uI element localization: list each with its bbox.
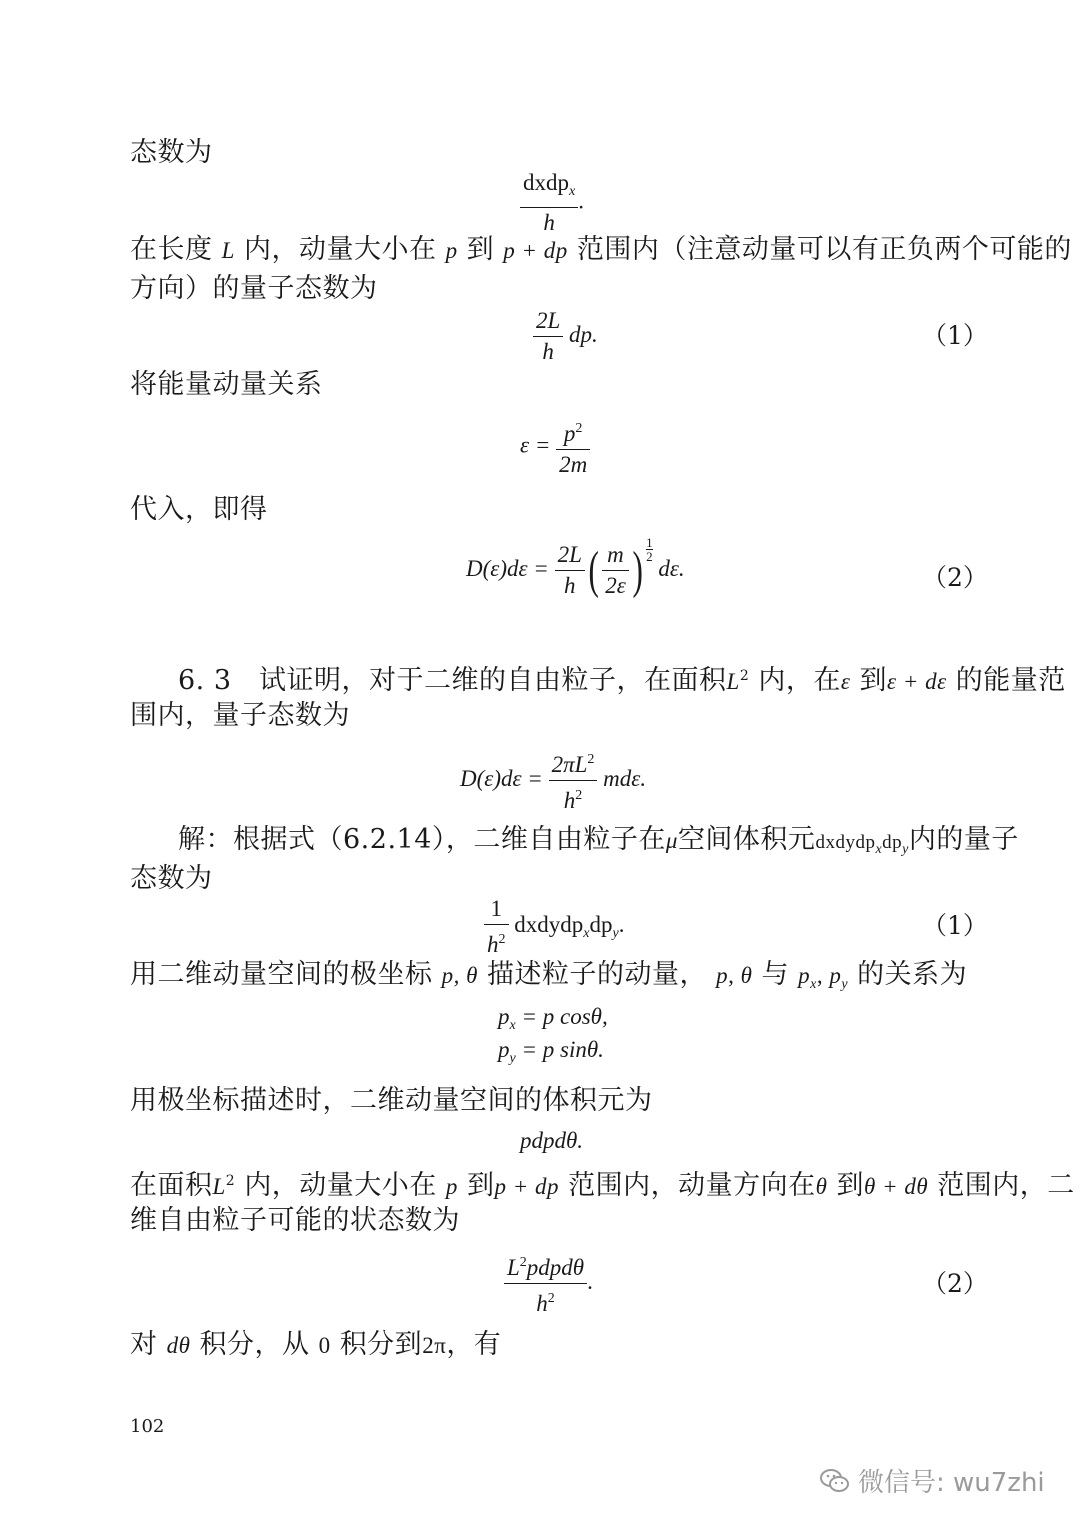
equation-density-1d: D(ε)dε = $\frac{2L}{h}$ ( $\frac{m}{2\varepsilon}$ ) $\frac{1}{2}$ dε. bbox=[466, 535, 685, 599]
equation-energy-momentum: ε = $\frac{p^2}{2m}$ bbox=[520, 414, 590, 480]
paragraph-problem-6-3: 6. 3 试证明，对于二维的自由粒子，在面积$L^2$ 内，在ε 到ε + dε 的能量范 bbox=[178, 665, 1066, 696]
equation-density-2d: D(ε)dε = $\frac{2\pi L^2}{h^2}$ mdε. bbox=[460, 745, 646, 816]
watermark-text: 微信号: wu7zhi bbox=[858, 1468, 1045, 1498]
equation-2d-cell: $\frac{1}{h^2}$ $dxdydp_xdp_y$. bbox=[484, 894, 624, 960]
paragraph-5: 代入，即得 bbox=[130, 494, 268, 525]
paragraph-14: 对 dθ 积分，从 0 积分到2π，有 bbox=[130, 1329, 502, 1360]
paragraph-10: 用二维动量空间的极坐标 p, θ 描述粒子的动量， p, θ 与 $p_x$, $p_y$ 的关系为 bbox=[130, 959, 968, 992]
equation-number: （2） bbox=[922, 563, 988, 592]
paragraph-1: 态数为 bbox=[130, 137, 213, 168]
paragraph-9: 态数为 bbox=[130, 863, 213, 894]
paragraph-2: 在长度 L 内，动量大小在 p 到 p + dp 范围内（注意动量可以有正负两个可能的 bbox=[130, 234, 1072, 265]
wechat-icon bbox=[820, 1468, 850, 1494]
paragraph-11: 用极坐标描述时，二维动量空间的体积元为 bbox=[130, 1085, 653, 1116]
paragraph-4: 将能量动量关系 bbox=[130, 369, 323, 400]
equation-1d-states: $\frac{2L}{h}$ dp. bbox=[533, 306, 598, 367]
equation-2d-states: $\frac{L^2pdpd\theta}{h^2}$ . bbox=[504, 1248, 593, 1319]
paragraph-solution: 解：根据式（6.2.14），二维自由粒子在μ空间体积元$dxdydp_xdp_y$内的量子 bbox=[178, 824, 1019, 857]
wechat-watermark bbox=[820, 1462, 1045, 1499]
page-number: 102 bbox=[130, 1416, 165, 1437]
equation-phase-cell: $\frac{dxdp_x}{h}$ . bbox=[520, 168, 584, 238]
paragraph-12: 在面积$L^2$ 内，动量大小在 p 到p + dp 范围内，动量方向在θ 到θ + dθ 范围内，二 bbox=[130, 1170, 1075, 1201]
equation-number: （2） bbox=[922, 1269, 988, 1298]
equation-px: $p_x = p$ cosθ, bbox=[498, 1004, 608, 1033]
equation-number: （1） bbox=[922, 911, 988, 940]
equation-volume-element: pdpdθ. bbox=[520, 1128, 584, 1153]
paragraph-7: 围内，量子态数为 bbox=[130, 700, 350, 731]
paragraph-3: 方向）的量子态数为 bbox=[130, 273, 378, 304]
paragraph-13: 维自由粒子可能的状态数为 bbox=[130, 1205, 460, 1236]
equation-number: （1） bbox=[922, 321, 988, 350]
equation-py: $p_y = p$ sinθ. bbox=[498, 1037, 604, 1066]
